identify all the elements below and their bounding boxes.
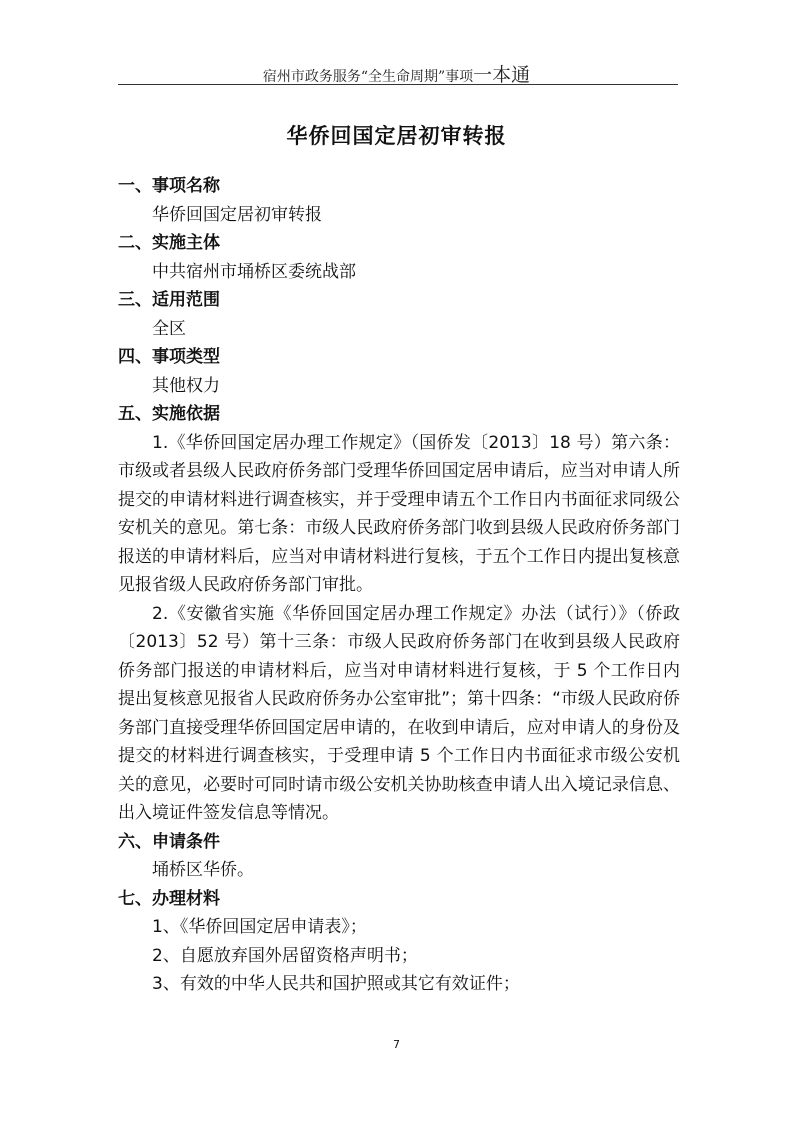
running-header-suffix: 一本通 (473, 64, 531, 86)
section-heading-item-type: 四、事项类型 (118, 347, 220, 367)
section-heading-implementer: 二、实施主体 (118, 233, 220, 253)
material-item-3: 3、有效的中华人民共和国护照或其它有效证件； (152, 974, 520, 994)
document-body (118, 172, 680, 999)
section-body-scope: 全区 (152, 318, 186, 339)
section-heading-item-name: 一、事项名称 (118, 176, 220, 196)
legal-basis-paragraph-2: 2.《安徽省实施《华侨回国定居办理工作规定》办法（试行）》（侨政〔2013〕52 号）第十三条：市级人民政府侨务部门在收到县级人民政府侨务部门报送的申请材料后，应当对申请材料进行复核，于 5 个工作日内提出复核意见报省人民政府侨务办公室审批”；第十四条：“市级人民政府侨务部门直接受理华侨回国定居申请的，在收到申请后，应对申请人的身份及提交的材料进行调查核实，于受理申请 5 个工作日内书面征求市级公安机关的意见，必要时可同时请市级公安机关协助核查申请人出入境记录信息、出入境证件签发信息等情况。 (118, 603, 680, 823)
material-item-1: 1、《华侨回国定居申请表》； (152, 917, 367, 937)
section-body-implementer: 中共宿州市埇桥区委统战部 (152, 261, 356, 282)
section-heading-conditions: 六、申请条件 (118, 831, 220, 852)
page-number: 7 (393, 1038, 400, 1051)
section-heading-materials: 七、办理材料 (118, 888, 220, 909)
running-header-prefix: 宿州市政务服务“全生命周期”事项 (262, 69, 474, 85)
running-header (0, 60, 793, 87)
section-body-conditions: 埇桥区华侨。 (152, 860, 254, 880)
header-rule (118, 84, 678, 85)
section-body-item-name: 华侨回国定居初审转报 (152, 204, 322, 225)
section-heading-legal-basis: 五、实施依据 (118, 404, 220, 424)
section-body-item-type: 其他权力 (152, 375, 220, 396)
material-item-2: 2、自愿放弃国外居留资格声明书； (152, 945, 418, 966)
legal-basis-paragraph-1: 1.《华侨回国定居办理工作规定》（国侨发〔2013〕18 号）第六条：市级或者县级人民政府侨务部门受理华侨回国定居申请后，应当对申请人所提交的申请材料进行调查核实，并于受理申请五个工作日内书面征求同级公安机关的意见。第七条：市级人民政府侨务部门收到县级人民政府侨务部门报送的申请材料后，应当对申请材料进行复核，于五个工作日内提出复核意见报省级人民政府侨务部门审批。 (118, 432, 680, 595)
document-title: 华侨回国定居初审转报 (286, 124, 507, 148)
section-heading-scope: 三、适用范围 (118, 290, 220, 310)
